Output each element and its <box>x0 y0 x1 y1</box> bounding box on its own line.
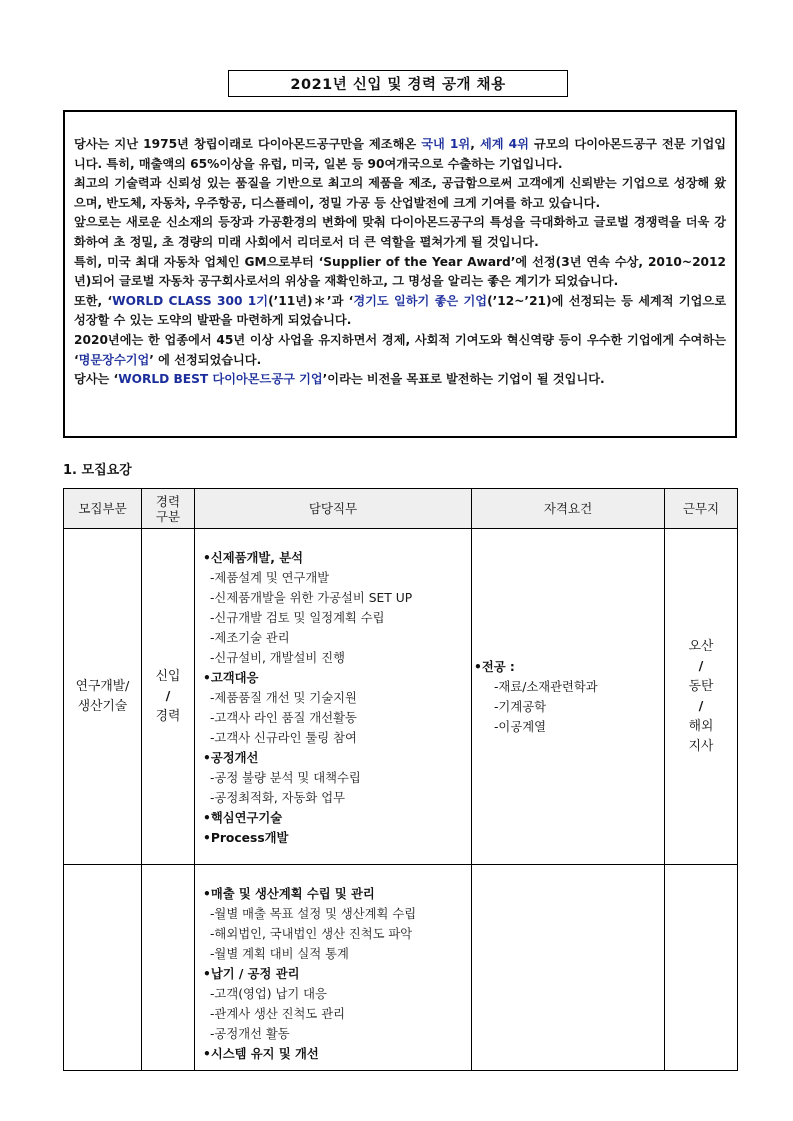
qualification-item: -이공계열 <box>494 719 546 734</box>
qualifications-cell-empty <box>472 865 665 1071</box>
intro-paragraph-3: 앞으로는 새로운 신소재의 등장과 가공환경의 변화에 맞춰 다이아몬드공구의 특성을 극대화하고 글로벌 경쟁력을 더욱 강화하여 초 정밀, 초 경량의 미래 사회에서 리더로서 더 큰 역할을 펼쳐가게 될 것입니다. <box>74 215 726 249</box>
duty-item: -신제품개발을 위한 가공설비 SET UP <box>210 591 413 605</box>
duty-group <box>203 808 471 828</box>
duty-item: -고객사 라인 품질 개선활동 <box>210 711 357 725</box>
duty-item: -고객사 신규라인 툴링 참여 <box>210 731 357 745</box>
header-division: 모집부문 <box>64 489 142 529</box>
intro-text: ’이라는 비전을 목표로 발전하는 기업이 될 것입니다. <box>322 372 605 387</box>
qualification-item: -재료/소재관련학과 <box>494 679 598 694</box>
intro-text: 당사는 지난 1975년 창립이래로 다이아몬드공구만을 제조해온 <box>74 137 422 151</box>
world-class-award: WORLD CLASS 300 1기 <box>112 293 269 308</box>
duty-group <box>203 668 471 748</box>
qualifications-cell <box>472 529 665 865</box>
page-title <box>228 70 568 97</box>
location-cell <box>665 529 738 865</box>
duty-group <box>203 828 471 848</box>
duty-item: -신규개발 검토 및 일정계획 수립 <box>210 611 385 625</box>
duty-item: -제품품질 개선 및 기술지원 <box>210 691 357 705</box>
intro-text: 당사는 ‘ <box>74 372 119 387</box>
intro-text: , <box>470 137 480 151</box>
duty-item: -신규설비, 개발설비 진행 <box>210 651 345 665</box>
location-overseas: 해외 <box>688 719 714 734</box>
rank-world: 세계 4위 <box>479 137 529 151</box>
intro-text: 규모의 다이아몬드공구 전문 기업입니다. 특히, 매출액의 65%이상을 유럽, 미국, 일본 등 90여개국으로 수출하는 기업입니다. <box>74 137 727 171</box>
career-line2: 경력 <box>155 708 181 724</box>
intro-text: (’12~’21)에 선정되는 등 세계적 기업으로 성장할 수 있는 도약의 발판을 마련하게 되었습니다. <box>74 293 726 328</box>
career-line1: 신입 <box>155 668 181 684</box>
location-dongtan: 동탄 <box>688 679 714 694</box>
heritage-company-award: 명문장수기업 <box>78 352 150 367</box>
table-header-row <box>64 489 738 529</box>
intro-text: 2020년에는 한 업종에서 45년 이상 사업을 유지하면서 경제, 사회적 기여도와 혁신역량 등이 우수한 기업에게 수여하는 ‘ <box>74 332 726 367</box>
header-career-line2: 구분 <box>155 508 181 524</box>
duty-heading: •고객대응 <box>203 671 259 685</box>
duty-heading: •시스템 유지 및 개선 <box>203 1047 319 1061</box>
location-slash: / <box>698 659 704 674</box>
table-row <box>64 529 738 865</box>
duty-item: -제조기술 관리 <box>210 631 290 645</box>
intro-text: (’11년)＊’과 ‘ <box>268 293 354 308</box>
intro-paragraph-1 <box>74 135 726 174</box>
duty-group <box>203 1044 471 1064</box>
qualification-item: -기계공학 <box>494 699 546 714</box>
division-cell-empty <box>64 865 142 1071</box>
duties-cell <box>195 865 472 1071</box>
intro-text: 또한, ‘ <box>74 293 113 308</box>
page-title-text: 2021년 신입 및 경력 공개 채용 <box>290 77 506 93</box>
location-osan: 오산 <box>688 639 714 654</box>
section-title-recruitment: 1. 모집요강 <box>63 463 132 478</box>
intro-paragraph-2: 최고의 기술력과 신뢰성 있는 품질을 기반으로 최고의 제품을 제조, 공급함으로써 고객에게 신뢰받는 기업으로 성장해 왔으며, 반도체, 자동차, 우주항공, 디스플레이, 정밀 가공 등 산업발전에 크게 기여를 하고 있습니다. <box>74 176 726 210</box>
duty-heading: •납기 / 공정 관리 <box>203 967 300 981</box>
career-cell <box>142 529 195 865</box>
division-line2: 생산기술 <box>77 698 128 714</box>
duty-item: -월별 매출 목표 설정 및 생산계획 수립 <box>210 907 417 921</box>
duty-heading: •핵심연구기술 <box>203 811 283 825</box>
qualification-heading: •전공 : <box>474 659 515 674</box>
career-slash: / <box>165 688 171 704</box>
duty-heading: •매출 및 생산계획 수립 및 관리 <box>203 887 375 901</box>
duty-item: -공정 불량 분석 및 대책수립 <box>210 771 361 785</box>
recruitment-table <box>63 488 738 1071</box>
company-intro-box <box>63 110 737 438</box>
duty-group <box>203 748 471 808</box>
career-cell-empty <box>142 865 195 1071</box>
header-career-type <box>142 489 195 529</box>
duty-item: -공정최적화, 자동화 업무 <box>210 791 345 805</box>
duty-item: -해외법인, 국내법인 생산 진척도 파악 <box>210 927 413 941</box>
intro-text: ’ 에 선정되었습니다. <box>149 352 262 367</box>
header-career-line1: 경력 <box>155 493 181 509</box>
header-qualifications: 자격요건 <box>472 489 665 529</box>
duty-item: -월별 계획 대비 실적 통계 <box>210 947 349 961</box>
rank-domestic: 국내 1위 <box>421 137 471 151</box>
location-branch: 지사 <box>688 739 714 754</box>
duty-group <box>203 548 471 668</box>
vision-statement: WORLD BEST 다이아몬드공구 기업 <box>118 372 323 387</box>
header-duties: 담당직무 <box>195 489 472 529</box>
duty-group <box>203 964 471 1044</box>
location-slash: / <box>698 699 704 714</box>
duty-heading: •Process개발 <box>203 831 289 845</box>
duty-heading: •공정개선 <box>203 751 259 765</box>
duty-item: -공정개선 활동 <box>210 1027 290 1041</box>
division-line1: 연구개발/ <box>75 678 130 694</box>
intro-paragraph-6 <box>74 331 726 370</box>
duty-item: -관계사 생산 진척도 관리 <box>210 1007 345 1021</box>
duty-heading: •신제품개발, 분석 <box>203 551 303 565</box>
gyeonggi-award: 경기도 일하기 좋은 기업 <box>353 293 488 308</box>
intro-paragraph-4: 특히, 미국 최대 자동차 업체인 GM으로부터 ‘Supplier of the Year Award’에 선정(3년 연속 수상, 2010~2012년)되어 글로벌 자동차 공구회사로서의 위상을 재확인하고, 그 명성을 알리는 좋은 계기가 되었습니다. <box>74 254 726 289</box>
intro-paragraph-7 <box>74 370 726 390</box>
table-row <box>64 865 738 1071</box>
duties-cell <box>195 529 472 865</box>
duty-group <box>203 884 471 964</box>
header-location: 근무지 <box>665 489 738 529</box>
duty-item: -제품설계 및 연구개발 <box>210 571 330 585</box>
intro-paragraph-5 <box>74 292 726 331</box>
location-cell-empty <box>665 865 738 1071</box>
duty-item: -고객(영업) 납기 대응 <box>210 987 327 1001</box>
division-cell <box>64 529 142 865</box>
